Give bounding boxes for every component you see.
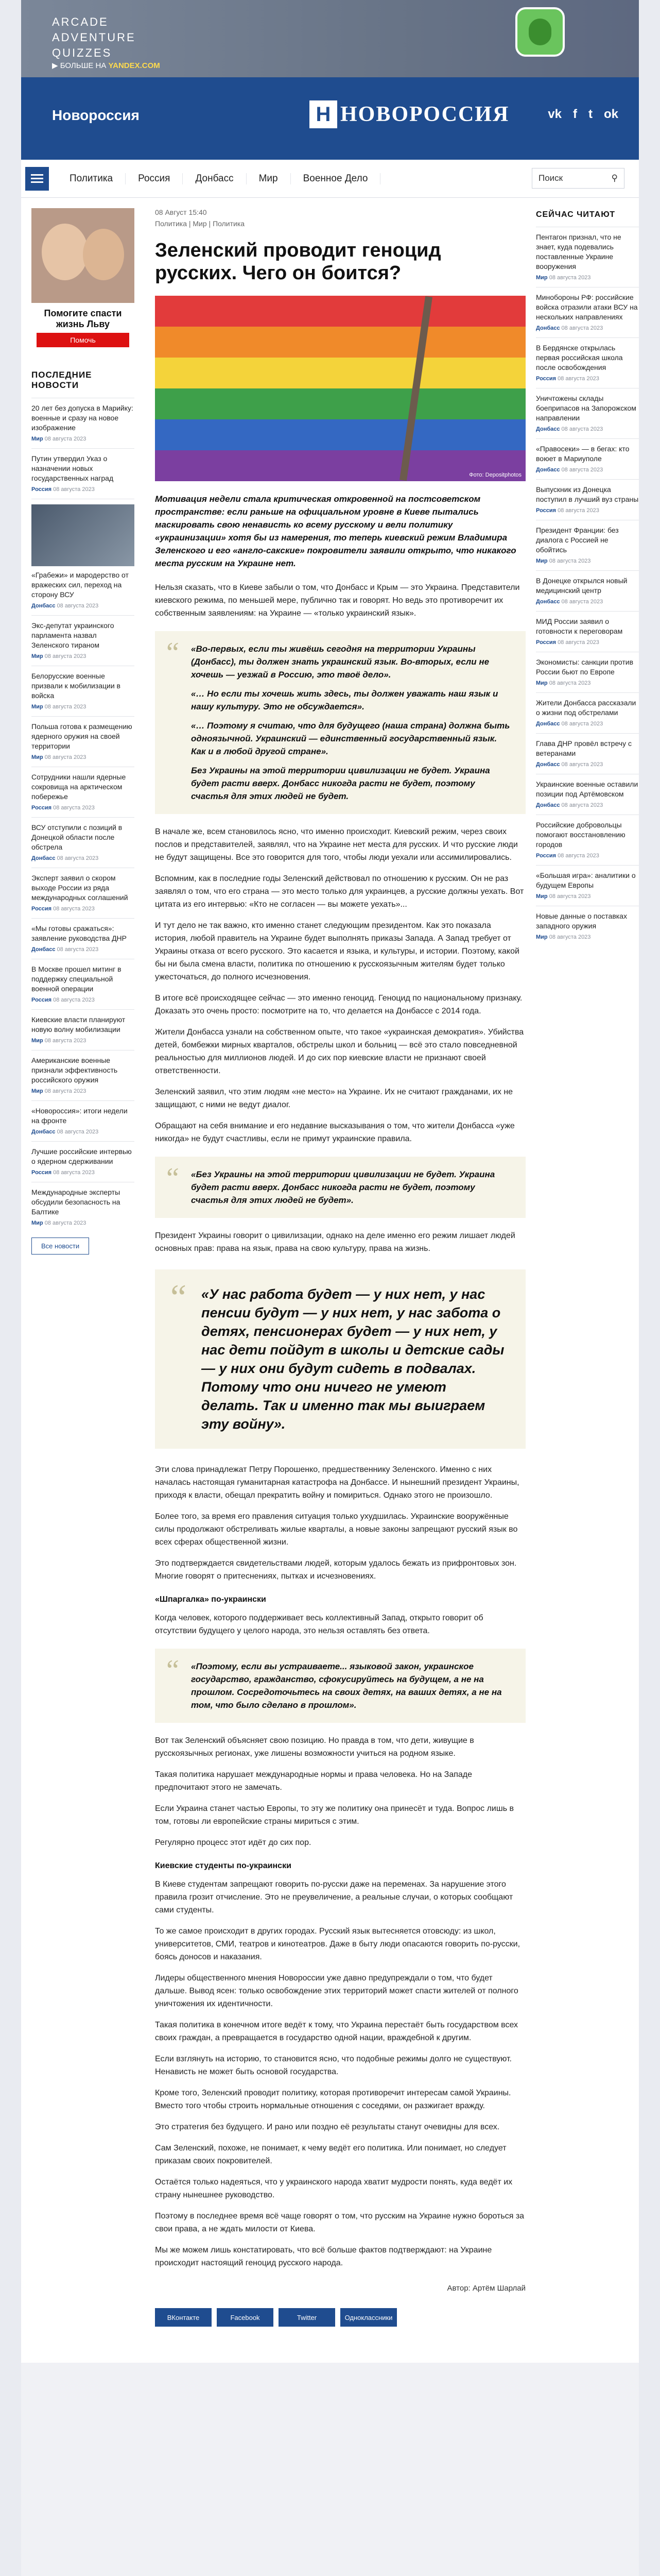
news-meta	[536, 558, 639, 564]
news-tag[interactable]: Россия	[536, 639, 557, 646]
news-time: 08 августа 2023	[57, 1129, 99, 1135]
flag-stripe-red	[155, 296, 526, 327]
news-title[interactable]: «Большая игра»: аналитики о будущем Европы	[536, 871, 636, 889]
news-list-item[interactable]	[31, 1009, 134, 1050]
all-news-button[interactable]: Все новости	[31, 1238, 89, 1255]
news-time: 08 августа 2023	[549, 275, 591, 281]
article-title: Зеленский проводит геноцид русских. Чего он боится?	[155, 240, 441, 284]
news-list-item[interactable]	[536, 652, 639, 692]
news-tag[interactable]: Мир	[536, 934, 548, 940]
paragraph: Сам Зеленский, похоже, не понимает, к чему ведёт его политика. Или понимает, но следует приказам своих покровителей.	[155, 2144, 507, 2165]
news-title[interactable]: Путин утвердил Указ о назначении новых государственных наград	[31, 454, 114, 482]
news-list-item[interactable]	[536, 774, 639, 815]
news-tag[interactable]: Россия	[31, 906, 52, 912]
ad-more-brand: YANDEX.COM	[108, 61, 160, 70]
news-list-item[interactable]	[536, 287, 639, 337]
quote-icon: “	[166, 637, 179, 669]
promo-photo-child-1	[42, 224, 88, 280]
news-title[interactable]: В Бердянске открылась первая российская школа после освобождения	[536, 344, 623, 371]
news-list-item[interactable]	[536, 570, 639, 611]
news-tag[interactable]: Донбасс	[536, 599, 560, 605]
news-list-item[interactable]	[536, 865, 639, 906]
ad-text	[52, 14, 136, 61]
news-tag[interactable]: Мир	[536, 680, 548, 686]
news-tag[interactable]: Мир	[31, 704, 43, 710]
ad-line-1: ARCADE	[52, 15, 109, 28]
news-time: 08 августа 2023	[44, 436, 86, 442]
header-socials	[548, 107, 618, 122]
news-title[interactable]: Уничтожены склады боеприпасов на Запорожском направлении	[536, 394, 636, 422]
news-list-item[interactable]	[536, 479, 639, 520]
news-title[interactable]: 20 лет без допуска в Марийку: военные и сразу на новое изображение	[31, 404, 133, 432]
paragraph: Это подтверждается свидетельствами людей, которым удалось бежать из прифронтовых зон. Многие говорят о притеснениях, пытках и исчезновениях.	[155, 1559, 517, 1581]
news-time: 08 августа 2023	[549, 893, 591, 900]
news-time: 08 августа 2023	[549, 934, 591, 940]
promo-caption	[31, 303, 134, 352]
news-tag[interactable]: Донбасс	[31, 946, 56, 953]
news-time: 08 августа 2023	[561, 467, 603, 473]
news-time: 08 августа 2023	[57, 855, 99, 861]
paragraph: И тут дело не так важно, кто именно станет следующим президентом. Как это показала история, любой правитель на Украине будет выполнять приказы Запада. А Запад требует от Украины отказа от всего русского. Это касается и языка, и культуры, и истории. Поэтому, какой бы ни была смена власти, политика по отношению к русскоязычным жителям будет только ужесточаться, до полного исчезновения.	[155, 921, 519, 981]
news-list-item[interactable]	[31, 1100, 134, 1141]
quote-paragraph: «Поэтому, если вы устраиваете... языковой закон, украинское государство, гражданство, сфокусируйтесь на будущем, а не на прошлом. Сосредоточьтесь на своих детях, на ваших детях, а не на том, что было сделано в прошлом».	[191, 1662, 502, 1710]
news-meta	[31, 997, 134, 1003]
news-tag[interactable]: Донбасс	[536, 721, 560, 727]
news-title[interactable]: Президент Франции: без диалога с Россией не обойтись	[536, 526, 619, 554]
news-title[interactable]: Выпускник из Донецка поступил в лучший вуз страны	[536, 485, 639, 503]
news-time: 08 августа 2023	[44, 754, 86, 760]
news-meta	[536, 426, 639, 432]
news-list-item[interactable]	[31, 398, 134, 448]
news-meta	[536, 325, 639, 331]
news-title[interactable]: Польша готова к размещению ядерного оружия на своей территории	[31, 722, 132, 750]
search-box[interactable]	[532, 168, 624, 189]
news-list-item[interactable]	[31, 959, 134, 1009]
twitter-icon[interactable]: t	[588, 107, 593, 121]
news-tag[interactable]: Донбасс	[31, 855, 56, 861]
news-meta	[536, 802, 639, 808]
top-ad-banner[interactable]	[21, 0, 639, 77]
paragraph: В Киеве студентам запрещают говорить по-русски даже на переменах. За нарушение этого правила грозит отчисление. Это не преувеличение, а реальные случаи, о которых сообщают сами студенты.	[155, 1880, 513, 1914]
news-meta	[536, 507, 639, 514]
paragraph: То же самое происходит в других городах. Русский язык вытесняется отовсюду: из школ, университетов, СМИ, театров и кинотеатров. Даже в быту люди опасаются говорить по-русски, боясь доносов и наказания.	[155, 1927, 520, 1961]
paragraph: Если Украина станет частью Европы, то эту же политику она принесёт и туда. Вопрос лишь в том, готовы ли европейские страны мириться с этим.	[155, 1804, 514, 1826]
news-time: 08 августа 2023	[549, 558, 591, 564]
paragraph: Кроме того, Зеленский проводит политику, которая противоречит интересам самой Украины. Вместо того чтобы строить нормальные отношения с соседями, он разжигает вражду.	[155, 2089, 511, 2110]
news-meta	[31, 436, 134, 442]
site-header	[21, 77, 639, 160]
news-time: 08 августа 2023	[561, 426, 603, 432]
news-title[interactable]: Российские добровольцы помогают восстановлению городов	[536, 821, 626, 849]
news-time: 08 августа 2023	[53, 906, 95, 912]
latest-news-heading: ПОСЛЕДНИЕ НОВОСТИ	[31, 370, 92, 390]
news-meta	[31, 906, 134, 912]
quote-paragraph: «… Но если ты хочешь жить здесь, ты должен уважать наш язык и нашу культуру. Это не обсуждается».	[191, 689, 498, 711]
news-meta	[31, 653, 134, 659]
search-icon[interactable]: ⚲	[611, 173, 618, 183]
news-list-item[interactable]	[536, 815, 639, 865]
site-footer	[21, 2363, 639, 2576]
news-time: 08 августа 2023	[558, 853, 599, 859]
news-time: 08 августа 2023	[44, 1088, 86, 1094]
news-tag[interactable]: Россия	[536, 507, 557, 514]
paragraph: Жители Донбасса узнали на собственном опыте, что такое «украинская демократия». Убийства детей, бомбежки мирных кварталов, обстрелы школ и больниц — всё это стало повседневной реальностью для миллионов людей. И до сих пор киевские власти не признают своей ответственности.	[155, 1028, 524, 1075]
news-tag[interactable]: Донбасс	[536, 325, 560, 331]
quote-icon: “	[166, 1654, 179, 1686]
news-list-item[interactable]	[31, 817, 134, 868]
article-lead: Мотивация недели стала критическая откровенной на постсоветском пространстве: если раньше на официальном уровне в Киеве пытались маскировать свою ненависть ко всему русскому и вели политику «украинизации» хотя бы из намерения, то теперь киевский режим Владимира Зеленского и его «англо-сакские» покровители заявили открыто, что никакого места русским на Украине нет.	[155, 494, 516, 568]
news-time: 08 августа 2023	[561, 599, 603, 605]
news-meta	[536, 721, 639, 727]
news-list-item[interactable]	[536, 611, 639, 652]
news-title[interactable]: Международные эксперты обсудили безопасность на Балтике	[31, 1188, 120, 1216]
nav-item-world[interactable]: Мир	[247, 173, 291, 184]
news-list-item[interactable]	[536, 520, 639, 570]
news-tag[interactable]: Мир	[31, 653, 43, 659]
news-time: 08 августа 2023	[558, 507, 599, 514]
news-meta	[31, 855, 134, 861]
news-time: 08 августа 2023	[558, 376, 599, 382]
news-time: 08 августа 2023	[44, 1220, 86, 1226]
big-quote-block	[155, 1269, 526, 1449]
news-time: 08 августа 2023	[53, 486, 95, 493]
quote-block	[155, 1649, 526, 1723]
news-title[interactable]: Минобороны РФ: российские войска отразили атаки ВСУ на нескольких направлениях	[536, 293, 638, 321]
news-time: 08 августа 2023	[53, 997, 95, 1003]
flag-stripe-yellow	[155, 358, 526, 388]
nav-item-politics[interactable]: Политика	[57, 173, 126, 184]
nav-item-russia[interactable]: Россия	[126, 173, 183, 184]
news-tag[interactable]: Мир	[31, 1038, 43, 1044]
article-hero-image	[155, 296, 526, 481]
section-heading: «Шпаргалка» по-украински	[155, 1595, 266, 1604]
news-time: 08 августа 2023	[558, 639, 599, 646]
nav-item-donbass[interactable]: Донбасс	[183, 173, 246, 184]
paragraph: Поэтому в последнее время всё чаще говорят о том, что русским на Украине нужно бороться за свои права, а не ждать милости от Киева.	[155, 2212, 525, 2233]
news-title[interactable]: «Мы готовы сражаться»: заявление руководства ДНР	[31, 924, 127, 942]
news-list-item[interactable]	[31, 868, 134, 918]
paragraph: Регулярно процесс этот идёт до сих пор.	[155, 1838, 311, 1847]
vk-icon[interactable]: vk	[548, 107, 562, 121]
paragraph: Мы же можем лишь констатировать, что всё больше фактов подтверждают: на Украине происходит настоящий геноцид русского народа.	[155, 2246, 492, 2267]
news-title[interactable]: ВСУ отступили с позиций в Донецкой области после обстрела	[31, 823, 123, 851]
news-time: 08 августа 2023	[53, 1170, 95, 1176]
menu-icon-bar-1	[31, 174, 43, 176]
logo-word: НОВОРОССИЯ	[340, 103, 510, 126]
news-meta	[536, 639, 639, 646]
news-title[interactable]: Экс-депутат украинского парламента назвал Зеленского тираном	[31, 621, 114, 649]
news-title[interactable]: Лучшие российские интервью о ядерном сдерживании	[31, 1147, 132, 1165]
news-list-item[interactable]	[536, 906, 639, 946]
news-time: 08 августа 2023	[561, 761, 603, 768]
news-time: 08 августа 2023	[561, 325, 603, 331]
news-list-item[interactable]	[31, 1141, 134, 1182]
logo-mark: Н	[309, 100, 337, 128]
ad-line-3: QUIZZES	[52, 46, 112, 59]
share-buttons	[155, 2308, 526, 2327]
news-time: 08 августа 2023	[57, 603, 99, 609]
flag-stripe-orange	[155, 327, 526, 358]
news-list-item[interactable]	[536, 438, 639, 479]
flag-stripe-blue	[155, 419, 526, 450]
share-ok-button[interactable]: Одноклассники	[340, 2308, 397, 2327]
nav-item-military[interactable]: Военное Дело	[291, 173, 381, 184]
trending-heading: СЕЙЧАС ЧИТАЮТ	[536, 210, 616, 219]
news-title[interactable]: Украинские военные оставили позиции под Артёмовском	[536, 780, 638, 798]
news-title[interactable]: «Новороссия»: итоги недели на фронте	[31, 1107, 128, 1125]
quote-paragraph: «Во-первых, если ты живёшь сегодня на территории Украины (Донбасс), ты должен знать украинский язык. Во-вторых, если не хочешь — уезжай в Россию, это твоё дело».	[191, 644, 490, 680]
menu-icon-bar-3	[31, 181, 43, 183]
news-meta	[31, 1038, 134, 1044]
paragraph: Лидеры общественного мнения Новороссии уже давно предупреждали о том, что будет дальше. Вывод ясен: только освобождение этих территорий может спасти жителей от полного уничтожения их идентичности.	[155, 1974, 518, 2008]
news-tag[interactable]: Россия	[31, 997, 52, 1003]
trending-list	[536, 227, 639, 946]
quote-block	[155, 1157, 526, 1218]
news-title[interactable]: «Правосеки» — в бегах: кто воюет в Мариуполе	[536, 445, 630, 463]
promo-title: Помогите спасти жизнь Льву	[44, 308, 122, 329]
menu-icon-bar-2	[31, 178, 43, 179]
news-time: 08 августа 2023	[561, 802, 603, 808]
ad-more-link[interactable]	[52, 61, 160, 70]
paragraph: В начале же, всем становилось ясно, что именно происходит. Киевский режим, через своих послов и представителей, заявлял, что на Украине нет места для русских. И что русские люди не будут защищены. Все это говорится для того, чтобы люди уехали или ассимилировались.	[155, 827, 518, 862]
news-title[interactable]: Американские военные признали эффективность российского оружия	[31, 1056, 118, 1084]
news-tag[interactable]: Мир	[536, 893, 548, 900]
news-tag[interactable]: Россия	[536, 853, 557, 859]
news-meta	[536, 934, 639, 940]
search-label: Поиск	[539, 173, 563, 183]
ad-game-icon[interactable]	[515, 7, 565, 57]
paragraph: Президент Украины говорит о цивилизации, однако на деле именно его режим лишает людей основных прав: права на язык, права на свою культуру, права на жизнь.	[155, 1231, 515, 1253]
news-title[interactable]: В Донецке открылся новый медицинский центр	[536, 577, 628, 595]
news-tag[interactable]: Россия	[31, 805, 52, 811]
news-title[interactable]: Новые данные о поставках западного оружия	[536, 912, 627, 930]
news-list-item[interactable]	[536, 388, 639, 438]
share-twitter-button[interactable]: Twitter	[279, 2308, 335, 2327]
article-author: Автор: Артём Шарлай	[447, 2284, 526, 2293]
news-tag[interactable]: Донбасс	[536, 761, 560, 768]
news-tag[interactable]: Россия	[31, 1170, 52, 1176]
news-meta	[31, 805, 134, 811]
news-meta	[31, 946, 134, 953]
news-list-item[interactable]	[536, 733, 639, 774]
news-tag[interactable]: Мир	[31, 1088, 43, 1094]
news-meta	[536, 376, 639, 382]
news-meta	[31, 486, 134, 493]
news-title[interactable]: Пентагон признал, что не знает, куда подевались поставленные Украине вооружения	[536, 233, 621, 270]
news-tag[interactable]: Россия	[31, 486, 52, 493]
paragraph: Нельзя сказать, что в Киеве забыли о том, что Донбасс и Крым — это Украина. Представители киевского режима, по меньшей мере, публично так и говорят. Но ведь это противоречит их собственным заявлениям: на Украине — «только украинский язык».	[155, 583, 520, 618]
quote-block	[155, 631, 526, 814]
breadcrumb[interactable]: Политика | Мир | Политика	[155, 219, 245, 228]
news-list-item[interactable]	[31, 1182, 134, 1232]
news-meta	[31, 754, 134, 760]
news-meta	[536, 893, 639, 900]
news-meta	[31, 1170, 134, 1176]
news-list-item[interactable]	[31, 767, 134, 817]
paragraph: Вот так Зеленский объясняет свою позицию. Но правда в том, что дети, живущие в русскоязычных регионах, уже лишены возможности учиться на родном языке.	[155, 1736, 474, 1758]
news-tag[interactable]: Донбасс	[536, 802, 560, 808]
paragraph: Такая политика в конечном итоге ведёт к тому, что Украина перестаёт быть государством всех своих граждан, а превращается в государство одной нации, враждебной к другим.	[155, 2021, 518, 2042]
news-title[interactable]: Сотрудники нашли ядерные сокровища на арктическом побережье	[31, 773, 126, 801]
main-nav	[21, 160, 639, 198]
paragraph: Вспомним, как в последние годы Зеленский действовал по отношению к русским. Он не раз заявлял о том, что его страна — это место только для украинцев, а русские должны уехать. Вот цитата из его интервью: «Кто не согласен — вы можете уехать»...	[155, 874, 524, 909]
news-tag[interactable]: Мир	[536, 558, 548, 564]
news-meta	[536, 680, 639, 686]
paragraph: Зеленский заявил, что этим людям «не место» на Украине. Их не считают гражданами, их не защищают, с ними не ведут диалог.	[155, 1088, 513, 1109]
news-meta	[536, 275, 639, 281]
news-time: 08 августа 2023	[53, 805, 95, 811]
news-list-item[interactable]	[31, 1050, 134, 1100]
news-list-item[interactable]	[31, 615, 134, 666]
news-time: 08 августа 2023	[44, 653, 86, 659]
ad-more-prefix: ▶ БОЛЬШЕ НА	[52, 61, 107, 70]
content-area	[21, 198, 639, 2363]
paragraph: Когда человек, которого поддерживает весь коллективный Запад, открыто говорит об отсутствии будущего у целого народа, это нельзя оставлять без ответа.	[155, 1614, 483, 1635]
news-time: 08 августа 2023	[44, 704, 86, 710]
news-list-item[interactable]	[536, 692, 639, 733]
news-meta	[31, 1220, 134, 1226]
news-title[interactable]: Белорусские военные призвали к мобилизации в войска	[31, 672, 120, 700]
news-title[interactable]: В Москве прошел митинг в поддержку специальной военной операции	[31, 965, 121, 993]
news-thumbnail[interactable]	[31, 504, 134, 566]
news-list-item[interactable]	[536, 227, 639, 287]
photo-credit: Фото: Depositphotos	[469, 472, 522, 478]
news-tag[interactable]: Мир	[31, 1220, 43, 1226]
news-title[interactable]: Эксперт заявил о скором выходе России из ряда международных соглашений	[31, 874, 128, 902]
news-list-item[interactable]	[536, 337, 639, 388]
news-meta	[536, 853, 639, 859]
news-time: 08 августа 2023	[549, 680, 591, 686]
site-title[interactable]: Новороссия	[52, 107, 140, 123]
site-logo[interactable]	[309, 100, 509, 129]
news-meta	[31, 1129, 134, 1135]
news-title[interactable]: «Грабежи» и мародерство от вражеских сил, переход на сторону ВСУ	[31, 571, 129, 599]
news-meta	[31, 1088, 134, 1094]
news-meta	[31, 704, 134, 710]
promo-help-button[interactable]: Помочь	[37, 333, 129, 347]
news-meta	[31, 603, 134, 609]
news-tag[interactable]: Донбасс	[536, 467, 560, 473]
news-title[interactable]: Глава ДНР провёл встречу с ветеранами	[536, 739, 632, 757]
quote-paragraph: Без Украины на этой территории цивилизации не будет. Украина будет расти вверх. Донбасс никогда расти не будет, поэтому счастья для этих людей не будет.	[191, 766, 490, 801]
paragraph: Это стратегия без будущего. И рано или поздно её результаты станут очевидны для всех.	[155, 2123, 500, 2131]
news-list-item[interactable]	[31, 918, 134, 959]
news-title[interactable]: Киевские власти планируют новую волну мобилизации	[31, 1015, 126, 1033]
odnoklassniki-icon[interactable]: ok	[603, 107, 618, 121]
news-tag[interactable]: Мир	[31, 436, 43, 442]
paragraph: Более того, за время его правления ситуация только ухудшилась. Украинские вооружённые силы продолжают обстреливать жилые кварталы, а новые законы запрещают русский язык во всех сферах общественной жизни.	[155, 1512, 518, 1547]
paragraph: Если взглянуть на историю, то становится ясно, что подобные режимы долго не существуют. Ненависть не может быть основой государства.	[155, 2055, 512, 2076]
paragraph: Остаётся только надеяться, что у украинского народа хватит мудрости понять, куда ведёт их страну нынешнее руководство.	[155, 2178, 513, 2199]
charity-promo[interactable]	[31, 208, 134, 352]
news-list-item[interactable]	[31, 666, 134, 716]
news-tag[interactable]: Донбасс	[536, 426, 560, 432]
quote-paragraph: «… Поэтому я считаю, что для будущего (наша страна) должна быть одноязычной. Украинский — единственный государственный язык. Как и в любой другой стране».	[191, 721, 510, 756]
news-list-item[interactable]	[31, 499, 134, 615]
news-list-item[interactable]	[31, 448, 134, 499]
left-column	[31, 208, 134, 2342]
menu-icon[interactable]	[25, 167, 49, 191]
news-tag[interactable]: Россия	[536, 376, 557, 382]
ad-line-2: ADVENTURE	[52, 31, 136, 44]
news-title[interactable]: Жители Донбасса рассказали о жизни под обстрелами	[536, 699, 636, 717]
quote-icon: “	[166, 1162, 179, 1194]
paragraph: В итоге всё происходящее сейчас — это именно геноцид. Геноцид по национальному признаку. Доказать это очень просто: посмотрите на то, что делается на Донбассе с 2014 года.	[155, 994, 523, 1015]
news-meta	[536, 467, 639, 473]
news-tag[interactable]: Донбасс	[31, 603, 56, 609]
nav-items	[57, 160, 380, 198]
paragraph: Такая политика нарушает международные нормы и права человека. Но на Западе предпочитают этого не замечать.	[155, 1770, 473, 1792]
promo-photo-child-2	[83, 229, 124, 280]
news-meta	[536, 761, 639, 768]
article	[155, 208, 526, 2342]
latest-news-list	[31, 398, 134, 1232]
news-tag[interactable]: Мир	[31, 754, 43, 760]
news-meta	[536, 599, 639, 605]
share-vk-button[interactable]: ВКонтакте	[155, 2308, 212, 2327]
news-tag[interactable]: Донбасс	[31, 1129, 56, 1135]
paragraph: Эти слова принадлежат Петру Порошенко, предшественнику Зеленского. Именно с них началась настоящая гуманитарная катастрофа на Донбассе. И нынешний президент Украины, приходя к власти, обещал прекратить войну и помириться. Однако этого не произошло.	[155, 1465, 519, 1500]
quote-icon: “	[170, 1278, 187, 1317]
quote-paragraph: «Без Украины на этой территории цивилизации не будет. Украина будет расти вверх. Донбасс никогда расти не будет, поэтому счастья для этих людей не будет».	[191, 1170, 495, 1205]
paragraph: Обращают на себя внимание и его недавние высказывания о том, что жители Донбасса «уже никогда» не будут счастливы, если не примут украинские правила.	[155, 1122, 515, 1143]
section-heading: Киевские студенты по-украински	[155, 1861, 291, 1870]
news-time: 08 августа 2023	[44, 1038, 86, 1044]
article-date: 08 Август 15:40	[155, 208, 207, 216]
news-time: 08 августа 2023	[57, 946, 99, 953]
news-list-item[interactable]	[31, 716, 134, 767]
news-title[interactable]: Экономисты: санкции против России бьют по Европе	[536, 658, 634, 676]
news-tag[interactable]: Мир	[536, 275, 548, 281]
share-facebook-button[interactable]: Facebook	[217, 2308, 273, 2327]
big-quote-text: «У нас работа будет — у них нет, у нас пенсии будут — у них нет, у нас забота о детях, пенсионерах будет — у них нет, у нас дети пойдут в школы и детские сады — у них они будут сидеть в подвалах. Потому что они ничего не умеют делать. Так и именно так мы выиграем эту войну».	[201, 1286, 505, 1432]
facebook-icon[interactable]: f	[572, 107, 577, 121]
right-column	[536, 208, 639, 2342]
flag-stripe-green	[155, 388, 526, 419]
news-title[interactable]: МИД России заявил о готовности к переговорам	[536, 617, 623, 635]
news-time: 08 августа 2023	[561, 721, 603, 727]
